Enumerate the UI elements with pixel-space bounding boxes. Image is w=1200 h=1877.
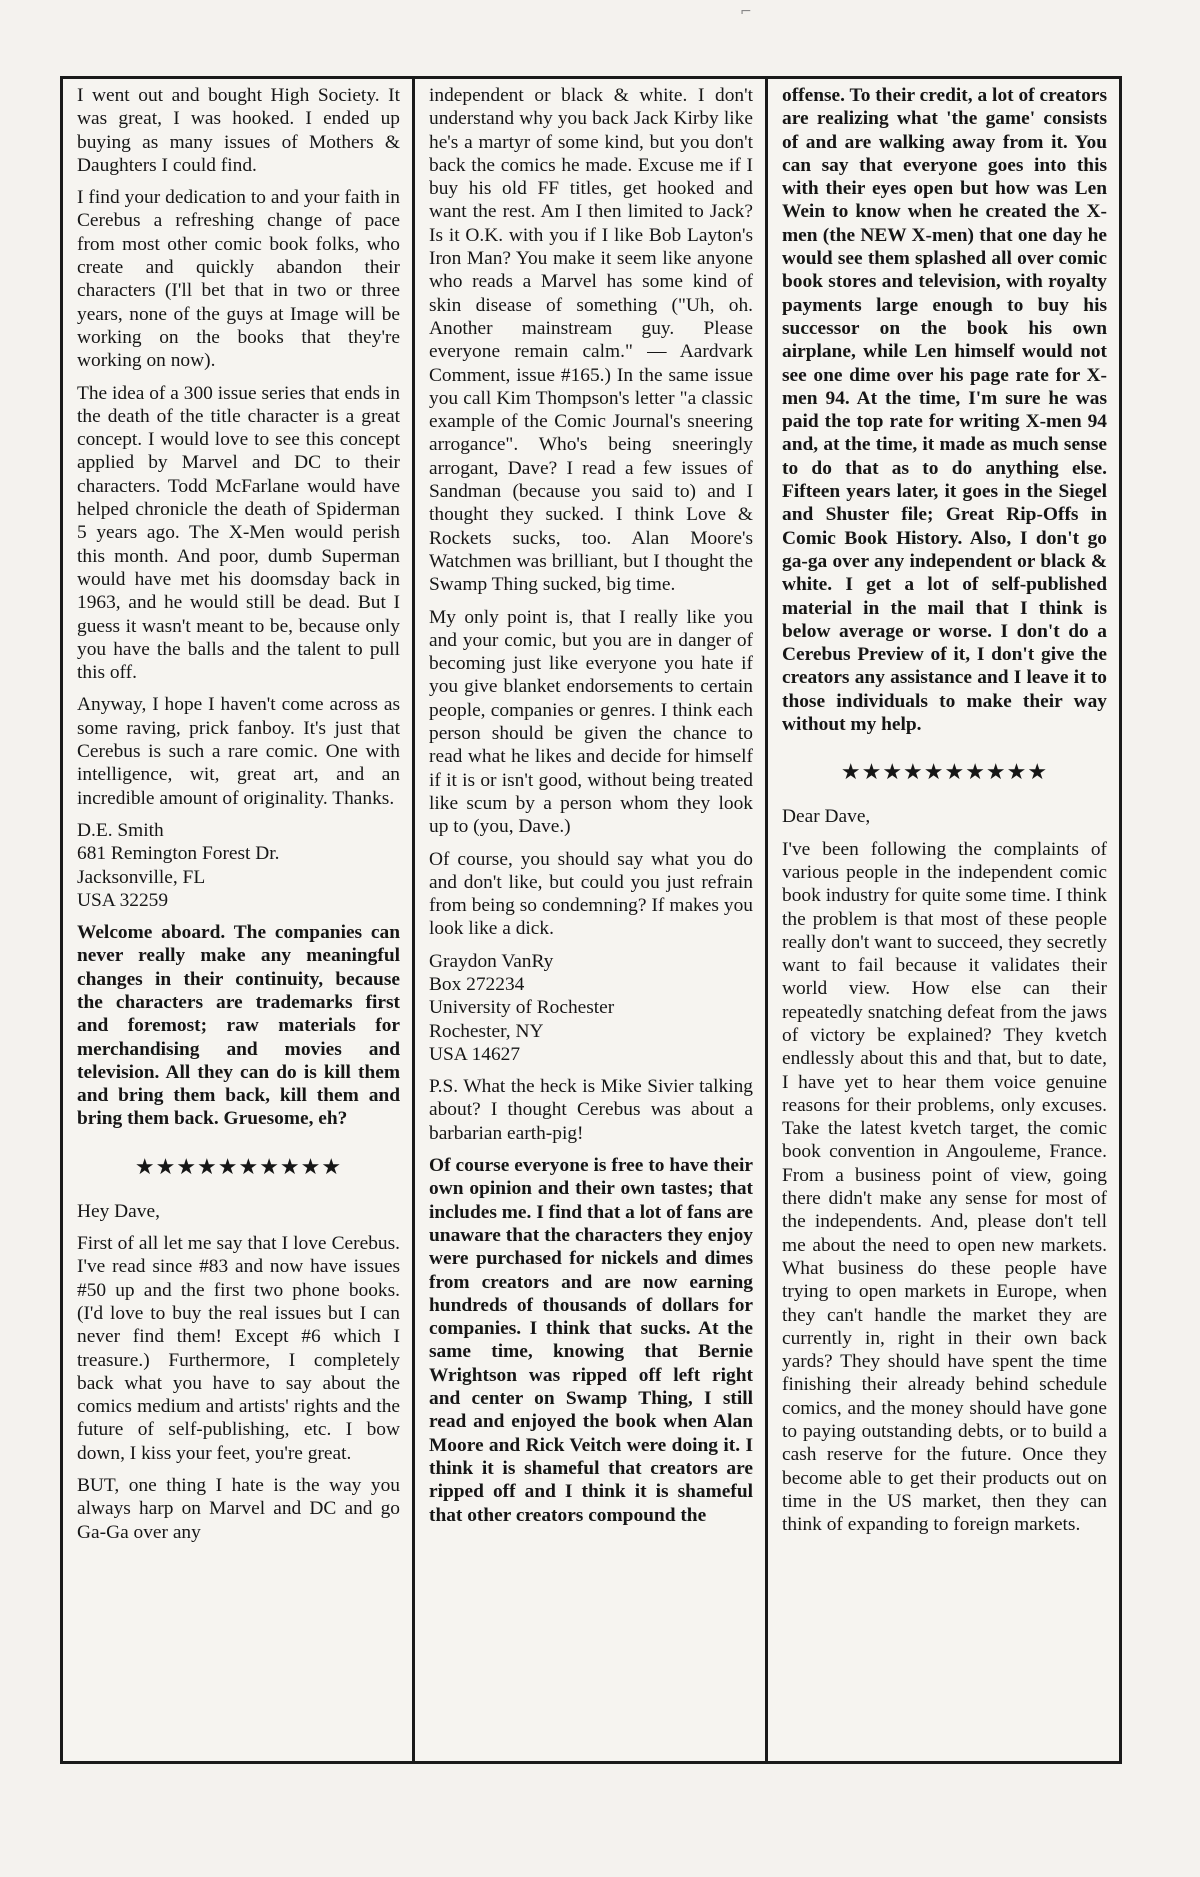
address-line: 681 Remington Forest Dr. bbox=[77, 843, 280, 865]
letter2-salutation: Hey Dave, bbox=[77, 1200, 160, 1222]
letter2-paragraph-1: First of all let me say that I love Cerebus. I've read since #83 and now have issues #50 up and the first two phone books. (I'd love to buy the real issues but I can never find them! Except #6 which I treasure.) Furthermore, I completely back what you have to say about the comics medium and artists' rights and the future of self-publishing, etc. I bow down, I kiss your feet, you're great. bbox=[77, 1233, 400, 1464]
letter2-paragraph-4: My only point is, that I really like you and your comic, but you are in danger of becoming just like everyone you hate if you give blanket endorsements to certain people, companies or genres. I think each person should be given the chance to read what he likes and decide for himself if it is or isn't good, without being treated like scum by a person whom they look up to (you, Dave.) bbox=[429, 606, 753, 838]
address-line: University of Rochester bbox=[429, 997, 615, 1019]
address-line: Rochester, NY bbox=[429, 1020, 544, 1042]
address-line: USA 14627 bbox=[429, 1043, 521, 1065]
address-line: Box 272234 bbox=[429, 973, 525, 995]
corner-mark: ⌐ bbox=[740, 4, 752, 20]
letter1-signature-address bbox=[77, 819, 400, 912]
column-left bbox=[63, 79, 415, 1761]
letter1-paragraph-2: I find your dedication to and your faith in Cerebus a refreshing change of pace from most other comic book folks, who create and quickly abandon their characters (I'll bet that in two or three years, none of the guys at Image will be working on the books that they're working on now). bbox=[77, 187, 400, 372]
letter2-signature-address bbox=[429, 950, 753, 1066]
letter2-paragraph-5: Of course, you should say what you do and don't like, but could you just refrain from being so condemning? If makes you look like a dick. bbox=[429, 848, 753, 940]
editor-reply-2: Of course everyone is free to have their own opinion and their own tastes; that includes me. I find that a lot of fans are unaware that the characters they enjoy were purchased for nickels and dimes from creators and are now earning hundreds of thousands of dollars for companies. I think that sucks. At the same time, knowing that Bernie Wrightson was ripped off left right and center on Swamp Thing, I still read and enjoyed the book when Alan Moore and Rick Veitch were doing it. I think it is shameful that creators are ripped off and I think it is shameful that other creators compound the bbox=[429, 1155, 753, 1526]
column-middle bbox=[415, 79, 768, 1761]
letters-frame bbox=[60, 76, 1122, 1764]
address-line: USA 32259 bbox=[77, 889, 169, 911]
star-divider: ★★★★★★★★★★ bbox=[840, 760, 1049, 786]
letter1-paragraph-4: Anyway, I hope I haven't come across as some raving, prick fanboy. It's just that Cerebus is such a rare comic. One with intelligence, wit, great art, and an incredible amount of originality. Thanks. bbox=[77, 694, 400, 809]
editor-reply-2-continued: offense. To their credit, a lot of creators are realizing what 'the game' consists of and are walking away from it. You can say that everyone goes into this with their eyes open but how was Len Wein to know when he created the X-men (the NEW X-men) that one day he would see them splashed all over comic book stores and television, with royalty payments large enough to buy his successor on the book his own airplane, while Len himself would not see one dime over his page rate for X-men 94. At the time, I'm sure he was paid the top rate for writing X-men 94 and, at the time, it made as much sense to do that as to do anything else. Fifteen years later, it goes in the Siegel and Shuster file; Great Rip-Offs in Comic Book History. Also, I don't go ga-ga over any independent or black & white. I get a lot of self-published material in the mail that I think is below average or worse. I don't do a Cerebus Preview of it, I don't give the creators any assistance and I leave it to those individuals to make their way without my help. bbox=[782, 85, 1107, 736]
letter3-salutation: Dear Dave, bbox=[782, 806, 871, 828]
letter1-paragraph-1: I went out and bought High Society. It was great, I was hooked. I ended up buying as many issues of Mothers & Daughters I could find. bbox=[77, 85, 400, 176]
letter2-postscript: P.S. What the heck is Mike Sivier talking about? I thought Cerebus was about a barbarian earth-pig! bbox=[429, 1076, 753, 1144]
letter2-paragraph-3: independent or black & white. I don't understand why you back Jack Kirby like he's a martyr of some kind, but you don't back the comics he made. Excuse me if I buy his old FF titles, get hooked and want the rest. Am I then limited to Jack? Is it O.K. with you if I like Bob Layton's Iron Man? You make it seem like anyone who reads a Marvel has some kind of skin disease of something ("Uh, oh. Another mainstream guy. Please everyone remain calm." — Aardvark Comment, issue #165.) In the same issue you call Kim Thompson's letter "a classic example of the Comic Journal's sneering arrogance". Who's being sneeringly arrogant, Dave? I read a few issues of Sandman (because you said to) and I thought they sucked. I think Love & Rockets sucks, too. Alan Moore's Watchmen was brilliant, but I thought the Swamp Thing sucked, big time. bbox=[429, 85, 753, 596]
address-line: Jacksonville, FL bbox=[77, 866, 206, 888]
star-divider: ★★★★★★★★★★ bbox=[134, 1154, 343, 1180]
address-line: D.E. Smith bbox=[77, 819, 164, 841]
letter2-paragraph-2: BUT, one thing I hate is the way you always harp on Marvel and DC and go Ga-Ga over any bbox=[77, 1475, 400, 1543]
address-line: Graydon VanRy bbox=[429, 950, 554, 972]
column-right bbox=[768, 79, 1119, 1761]
editor-reply-1: Welcome aboard. The companies can never really make any meaningful changes in their continuity, because the characters are trademarks first and foremost; raw materials for merchandising and movies and television. All they can do is kill them and bring them back, kill them and bring them back. Gruesome, eh? bbox=[77, 922, 400, 1130]
letter3-paragraph-1: I've been following the complaints of various people in the independent comic book industry for quite some time. I think the problem is that most of these people really don't want to succeed, they secretly want to fail because it validates their world view. How else can their repeatedly snatching defeat from the jaws of victory be explained? They kvetch endlessly about this and that, but to date, I have yet to hear them voice genuine reasons for their problems, only excuses. Take the latest kvetch target, the comic book convention in Angouleme, France. From a business point of view, going there didn't make any sense for most of the independents. And, please don't tell me about the need to open new markets. What business do these people have trying to open markets in Europe, when they can't handle the market they are currently in, right in their own back yards? They should have spent the time finishing their already behind schedule comics, and the money should have gone to paying outstanding debts, or to build a cash reserve for the future. Once they become able to get their products out on time in the US market, then they can think of expanding to foreign markets. bbox=[782, 838, 1107, 1536]
letter1-paragraph-3: The idea of a 300 issue series that ends in the death of the title character is a great concept. I would love to see this concept applied by Marvel and DC to their characters. Todd McFarlane would have helped chronicle the death of Spiderman 5 years ago. The X-Men would perish this month. And poor, dumb Superman would have met his doomsday back in 1963, and he would still be dead. But I guess it wasn't meant to be, because only you have the balls and the talent to pull this off. bbox=[77, 382, 400, 684]
